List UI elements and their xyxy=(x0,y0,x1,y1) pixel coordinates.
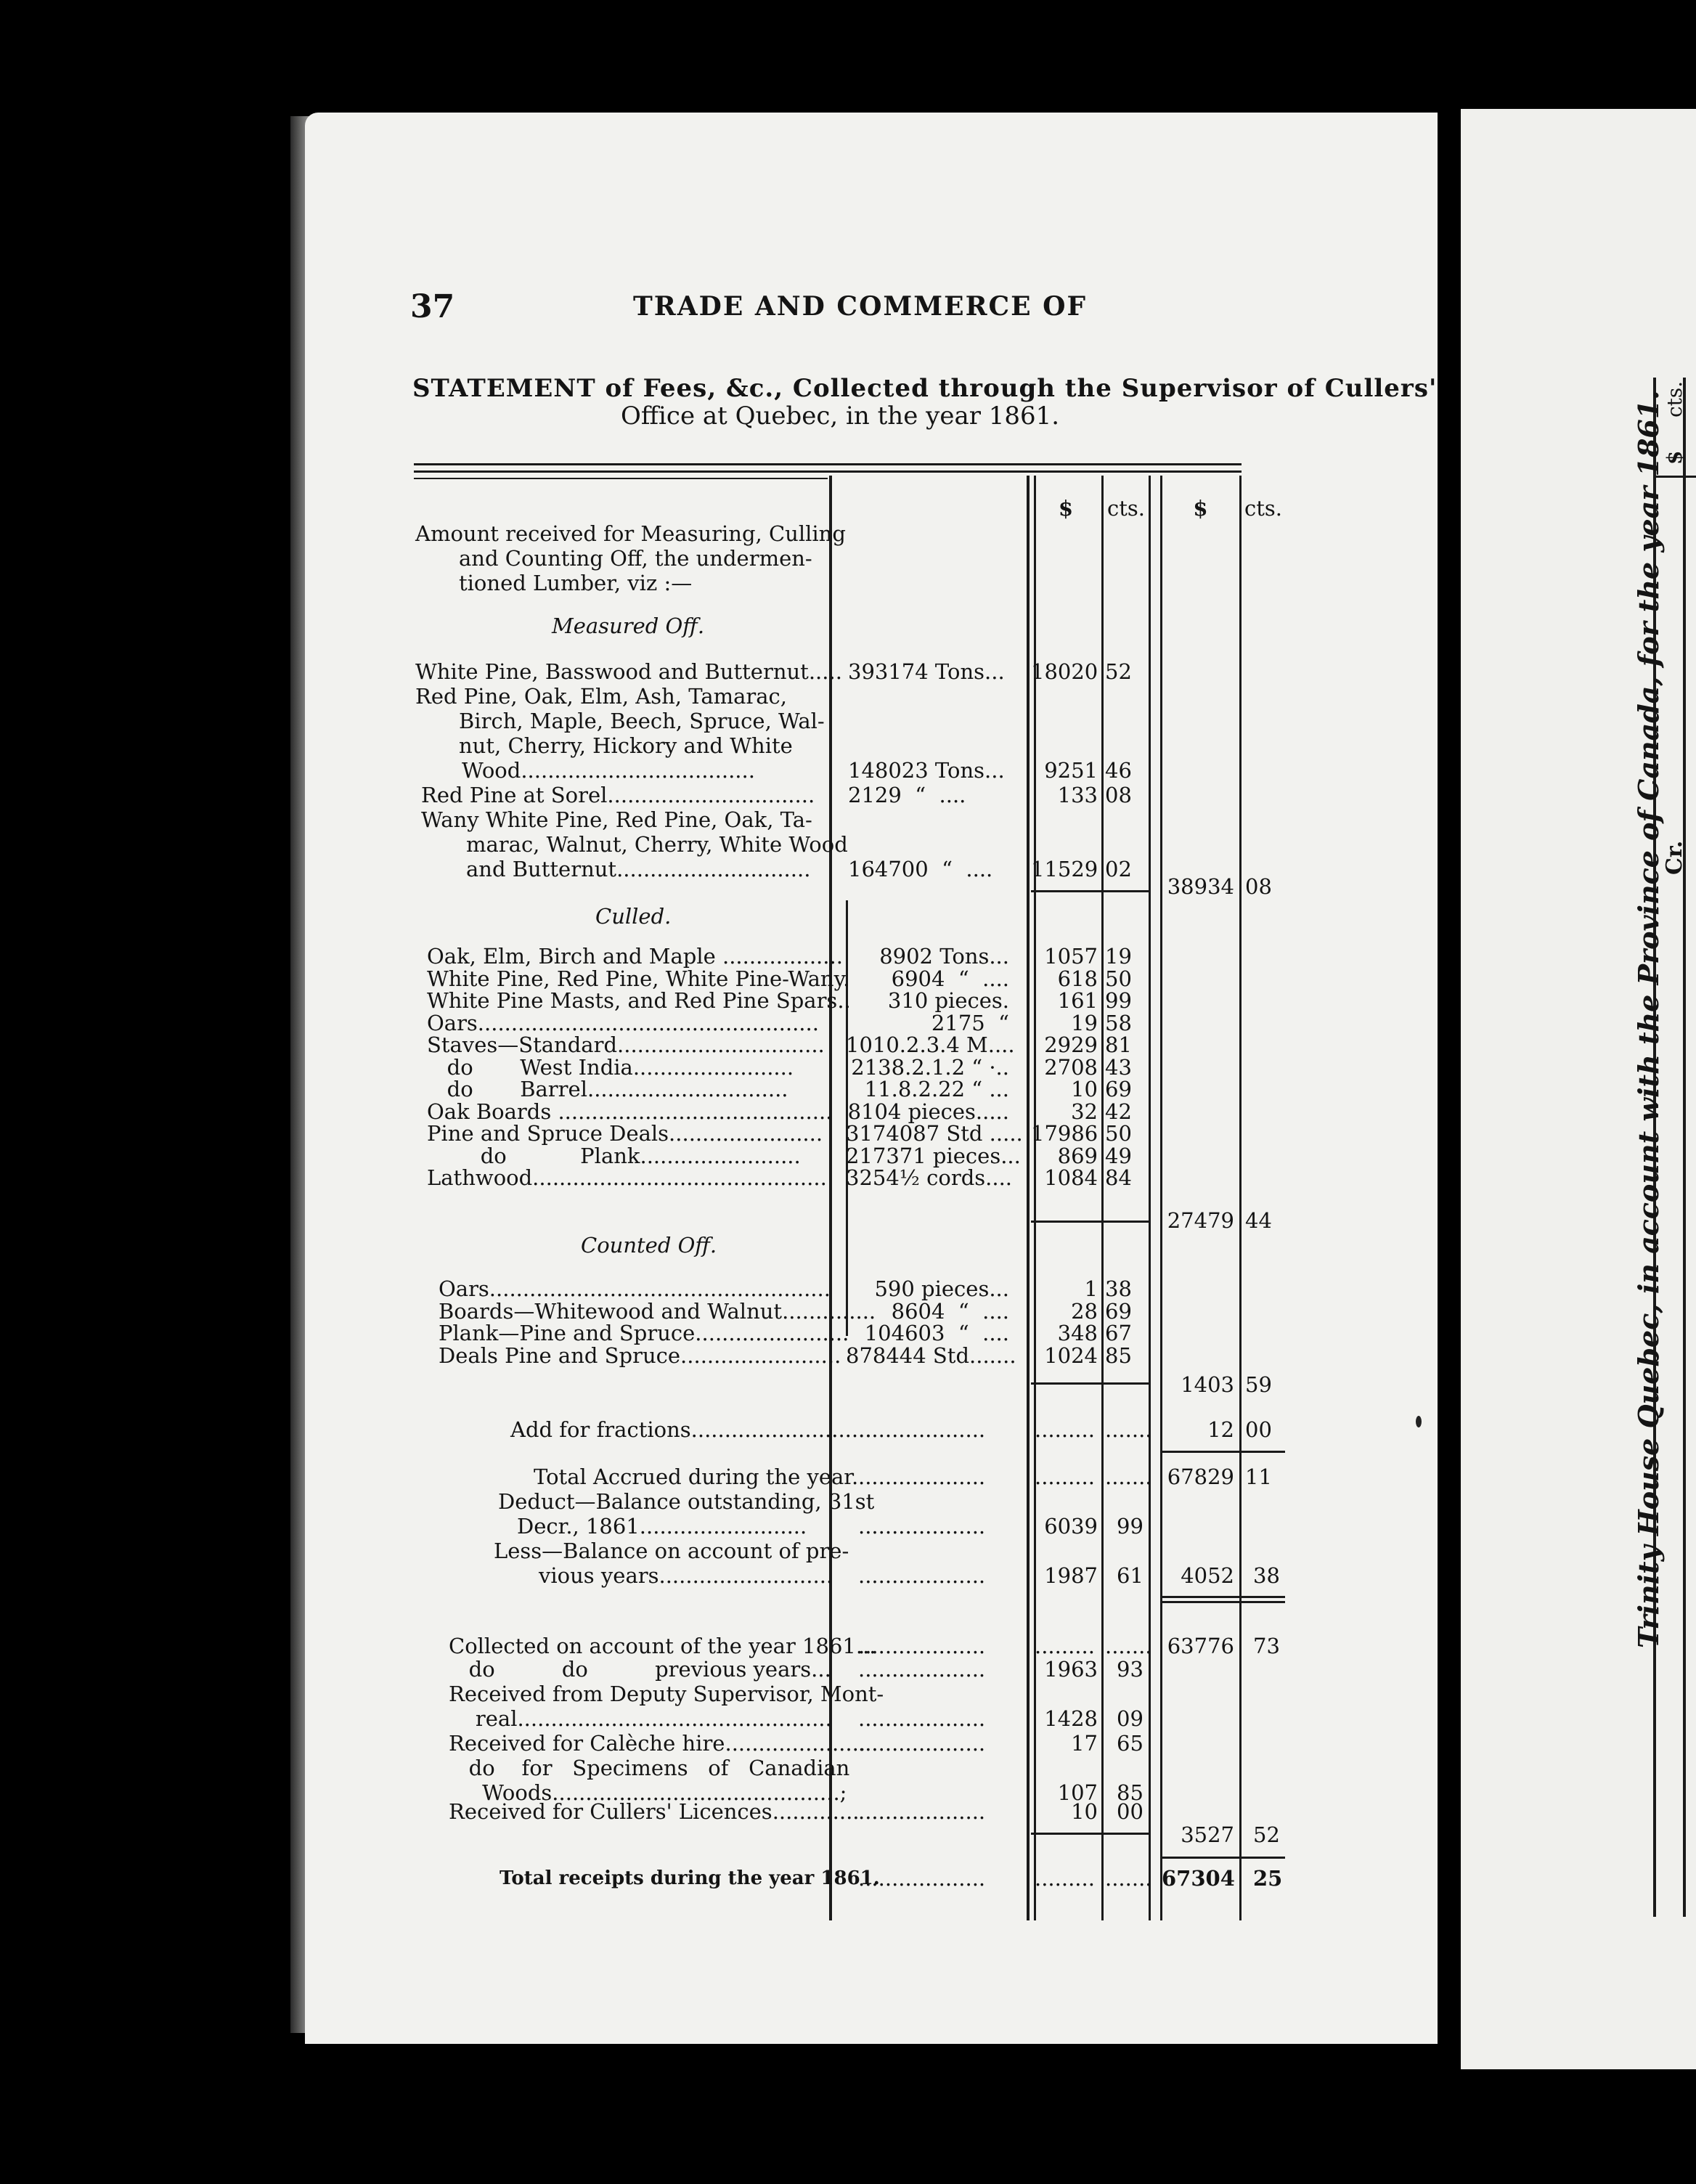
grand-total-qty: ................... xyxy=(858,1866,986,1891)
counted-row-quantity: 8604 “ .... xyxy=(891,1299,1009,1324)
top-rule-third xyxy=(414,478,828,479)
culled-row-cents: 50 xyxy=(1105,966,1132,991)
culled-row-dollars: 1057 xyxy=(1044,944,1098,969)
received-total-dollars: 3527 xyxy=(1181,1822,1234,1847)
measured-row-cents: 46 xyxy=(1105,758,1132,783)
collected-row-label: Received from Deputy Supervisor, Mont- xyxy=(449,1682,884,1706)
culled-row-cents: 42 xyxy=(1105,1099,1132,1124)
running-head: TRADE AND COMMERCE OF xyxy=(633,291,1088,322)
fractions-rule xyxy=(1162,1451,1285,1453)
rule-dollars-cents xyxy=(1101,476,1104,1920)
collected-row-dollars2: 63776 xyxy=(1167,1634,1234,1658)
culled-row-quantity: 3254½ cords.... xyxy=(846,1165,1013,1190)
culled-row-cents: 99 xyxy=(1105,988,1132,1013)
counted-row-dollars: 28 xyxy=(1071,1299,1098,1324)
fractions-qty: ................... xyxy=(858,1417,986,1442)
culled-row-cents: 84 xyxy=(1105,1165,1132,1190)
culled-row-quantity: 8902 Tons... xyxy=(879,944,1009,969)
rule-qty-dollars xyxy=(1027,476,1030,1920)
counted-total-dollars: 1403 xyxy=(1181,1372,1234,1397)
counted-row-quantity: 878444 Std....... xyxy=(846,1343,1016,1368)
deduct-line1: Deduct—Balance outstanding, 31st xyxy=(498,1489,875,1514)
culled-row-label: Oak Boards ......................................... xyxy=(427,1099,833,1124)
less-qty: ................... xyxy=(858,1563,986,1588)
collected-row-label: do do previous years... xyxy=(449,1657,831,1682)
total-accrued-cents: ....... xyxy=(1105,1464,1152,1489)
fractions-cents2: 00 xyxy=(1245,1417,1272,1442)
measured-row-label: Red Pine at Sorel............................... xyxy=(421,783,815,807)
culled-row-cents: 50 xyxy=(1105,1121,1132,1146)
fractions-dollars: ......... xyxy=(1035,1417,1095,1442)
statement-title-line2: Office at Quebec, in the year 1861. xyxy=(621,402,1060,431)
deduct-line2: Decr., 1861......................... xyxy=(517,1514,807,1539)
collected-row-cents: 00 xyxy=(1117,1799,1143,1824)
deduct-cents: 99 xyxy=(1117,1514,1143,1539)
collected-row-label: Woods...........................................; xyxy=(449,1780,847,1805)
received-subtotal-rule-cents xyxy=(1104,1833,1149,1835)
culled-row-quantity: 6904 “ .... xyxy=(891,966,1009,991)
culled-row-quantity: 310 pieces. xyxy=(887,988,1009,1013)
collected-row-label: Collected on account of the year 1861... xyxy=(449,1634,876,1658)
measured-subtotal-rule-cents xyxy=(1104,890,1149,892)
right-page-vertical-title: Trinity House Quebec, in account with the Province of Canada, for the year 1861. xyxy=(1632,390,1665,1648)
culled-row-dollars: 10 xyxy=(1071,1077,1098,1101)
measured-row-dollars: 18020 xyxy=(1031,659,1098,684)
culled-row-label: White Pine Masts, and Red Pine Spars.. xyxy=(427,988,851,1013)
measured-row-label: Birch, Maple, Beech, Spruce, Wal- xyxy=(459,709,825,733)
collected-row-label: do for Specimens of Canadian xyxy=(449,1756,850,1780)
culled-row-cents: 43 xyxy=(1105,1055,1132,1080)
culled-subtotal-rule-cents xyxy=(1104,1221,1149,1223)
grand-total-label: Total receipts during the year 1861. xyxy=(500,1867,880,1889)
intro-line2: and Counting Off, the undermen- xyxy=(459,546,812,571)
culled-row-cents: 19 xyxy=(1105,944,1132,969)
collected-row-label: Received for Cullers' Licences............. xyxy=(449,1799,860,1824)
culled-row-quantity: 2138.2.1.2 “ ·.. xyxy=(851,1055,1009,1080)
culled-row-label: Pine and Spruce Deals....................... xyxy=(427,1121,823,1146)
measured-total-cents: 08 xyxy=(1245,874,1272,899)
intro-line3: tioned Lumber, viz :— xyxy=(459,571,693,595)
counted-total-cents: 59 xyxy=(1245,1372,1272,1397)
collected-row-cents: 65 xyxy=(1117,1731,1143,1756)
rule-cents-dollars2-double xyxy=(1160,476,1162,1920)
total-accrued-label: Total Accrued during the year. xyxy=(534,1464,859,1489)
fractions-label: Add for fractions........................... xyxy=(510,1417,872,1442)
ink-speck xyxy=(1416,1416,1422,1427)
collected-row-cents2: 73 xyxy=(1253,1634,1280,1658)
culled-row-label: Lathwood............................................ xyxy=(427,1165,827,1190)
counted-row-label: Deals Pine and Spruce........................ xyxy=(439,1343,841,1368)
less-dollars2: 4052 xyxy=(1181,1563,1234,1588)
counted-row-label: Oars................................................... xyxy=(439,1276,831,1301)
header-cents: cts. xyxy=(1107,496,1145,521)
grand-total-dollars: ......... xyxy=(1035,1866,1095,1891)
counted-row-dollars: 1 xyxy=(1084,1276,1098,1301)
counted-row-dollars: 1024 xyxy=(1044,1343,1098,1368)
right-page-cr: Cr. xyxy=(1662,840,1687,875)
counted-subtotal-rule xyxy=(1031,1382,1101,1385)
collected-row-quantity: ................... xyxy=(858,1799,986,1824)
total-accrued-qty: ................... xyxy=(858,1464,986,1489)
collected-row-dollars: ......... xyxy=(1035,1634,1095,1658)
measured-row-quantity: 393174 Tons... xyxy=(848,659,1005,684)
culled-row-quantity: 8104 pieces..... xyxy=(847,1099,1009,1124)
measured-row-label: White Pine, Basswood and Butternut..... xyxy=(415,659,842,684)
culled-row-dollars: 17986 xyxy=(1031,1121,1098,1146)
right-page-cts: cts. xyxy=(1663,380,1687,417)
culled-row-dollars: 161 xyxy=(1057,988,1098,1013)
right-page-rule-2 xyxy=(1683,378,1686,1917)
culled-row-dollars: 19 xyxy=(1071,1011,1098,1035)
section-culled: Culled. xyxy=(595,904,672,929)
counted-row-label: Boards—Whitewood and Walnut.............. xyxy=(439,1299,876,1324)
measured-row-dollars: 11529 xyxy=(1031,857,1098,881)
section-counted-off: Counted Off. xyxy=(581,1233,717,1258)
collected-row-quantity: ................... xyxy=(858,1657,986,1682)
culled-row-label: do West India........................ xyxy=(427,1055,794,1080)
less-cents2: 38 xyxy=(1253,1563,1280,1588)
culled-row-quantity: 11.8.2.22 “ ... xyxy=(864,1077,1009,1101)
collected-row-dollars: 107 xyxy=(1057,1780,1098,1805)
collected-row-label: real............................................... xyxy=(449,1706,832,1731)
received-total-cents: 52 xyxy=(1253,1822,1280,1847)
collected-row-cents: ....... xyxy=(1105,1634,1152,1658)
total-accrued-dollars: ......... xyxy=(1035,1464,1095,1489)
culled-row-quantity: 2175 “ xyxy=(931,1011,1009,1035)
culled-row-quantity: 217371 pieces... xyxy=(846,1144,1021,1168)
grand-total-cents: ....... xyxy=(1105,1866,1152,1891)
collected-row-quantity: ................... xyxy=(858,1706,986,1731)
less-rule-double xyxy=(1162,1601,1285,1603)
measured-row-label: and Butternut............................. xyxy=(466,857,811,881)
measured-row-label: Wood................................... xyxy=(462,758,755,783)
collected-row-dollars: 10 xyxy=(1071,1799,1098,1824)
counted-subtotal-rule-cents xyxy=(1104,1382,1149,1385)
counted-row-dollars: 348 xyxy=(1057,1321,1098,1345)
collected-row-cents: 93 xyxy=(1117,1657,1143,1682)
culled-row-dollars: 32 xyxy=(1071,1099,1098,1124)
measured-row-quantity: 148023 Tons... xyxy=(848,758,1005,783)
fractions-cents: ....... xyxy=(1105,1417,1152,1442)
culled-row-dollars: 869 xyxy=(1057,1144,1098,1168)
less-cents: 61 xyxy=(1117,1563,1143,1588)
culled-row-label: do Plank........................ xyxy=(427,1144,801,1168)
total-accrued-cents2: 11 xyxy=(1245,1464,1272,1489)
culled-total-cents: 44 xyxy=(1245,1208,1272,1233)
counted-row-cents: 67 xyxy=(1105,1321,1132,1345)
grand-total-cents2: 25 xyxy=(1253,1866,1283,1891)
received-rule xyxy=(1162,1857,1285,1859)
top-rule xyxy=(414,463,1242,465)
culled-row-label: Staves—Standard............................... xyxy=(427,1032,825,1057)
less-line1: Less—Balance on account of pre- xyxy=(494,1539,849,1563)
less-rule xyxy=(1162,1596,1285,1598)
collected-row-quantity: ................... xyxy=(858,1634,986,1658)
measured-row-quantity: 2129 “ .... xyxy=(848,783,966,807)
measured-subtotal-rule xyxy=(1031,890,1101,892)
page-number: 37 xyxy=(410,288,455,325)
total-accrued-dollars2: 67829 xyxy=(1167,1464,1234,1489)
culled-row-dollars: 2929 xyxy=(1044,1032,1098,1057)
counted-row-quantity: 590 pieces... xyxy=(874,1276,1009,1301)
collected-row-dollars: 17 xyxy=(1071,1731,1098,1756)
culled-subtotal-rule xyxy=(1031,1221,1101,1223)
culled-row-label: White Pine, Red Pine, White Pine-Wany. xyxy=(427,966,850,991)
intro-line1: Amount received for Measuring, Culling xyxy=(415,521,846,546)
collected-row-quantity: ................... xyxy=(858,1731,986,1756)
collected-row-dollars: 1963 xyxy=(1044,1657,1098,1682)
culled-row-label: Oak, Elm, Birch and Maple .................. xyxy=(427,944,843,969)
less-dollars: 1987 xyxy=(1044,1563,1098,1588)
culled-row-cents: 69 xyxy=(1105,1077,1132,1101)
counted-row-cents: 85 xyxy=(1105,1343,1132,1368)
measured-row-cents: 02 xyxy=(1105,857,1132,881)
culled-row-label: do Barrel.............................. xyxy=(427,1077,788,1101)
measured-row-quantity: 164700 “ .... xyxy=(848,857,993,881)
measured-row-cents: 52 xyxy=(1105,659,1132,684)
collected-row-label: Received for Calèche hire..................... xyxy=(449,1731,866,1756)
culled-row-label: Oars................................................... xyxy=(427,1011,819,1035)
measured-row-dollars: 133 xyxy=(1057,783,1098,807)
measured-row-label: marac, Walnut, Cherry, White Wood xyxy=(466,832,848,857)
less-line2: vious years.......................... xyxy=(539,1563,833,1588)
culled-row-cents: 58 xyxy=(1105,1011,1132,1035)
measured-row-label: nut, Cherry, Hickory and White xyxy=(459,733,793,758)
culled-row-dollars: 2708 xyxy=(1044,1055,1098,1080)
counted-row-label: Plank—Pine and Spruce....................... xyxy=(439,1321,849,1345)
culled-row-cents: 81 xyxy=(1105,1032,1132,1057)
collected-row-cents: 09 xyxy=(1117,1706,1143,1731)
measured-total-dollars: 38934 xyxy=(1167,874,1234,899)
header-cents2: cts. xyxy=(1244,496,1282,521)
culled-row-cents: 49 xyxy=(1105,1144,1132,1168)
culled-row-quantity: 1010.2.3.4 M.... xyxy=(846,1032,1015,1057)
statement-title-line1: STATEMENT of Fees, &c., Collected through the Supervisor of Cullers' xyxy=(412,374,1438,403)
fractions-dollars2: 12 xyxy=(1207,1417,1234,1442)
measured-row-label: Wany White Pine, Red Pine, Oak, Ta- xyxy=(421,807,812,832)
counted-row-cents: 69 xyxy=(1105,1299,1132,1324)
deduct-dollars: 6039 xyxy=(1044,1514,1098,1539)
culled-row-dollars: 618 xyxy=(1057,966,1098,991)
counted-row-quantity: 104603 “ .... xyxy=(864,1321,1009,1345)
measured-row-label: Red Pine, Oak, Elm, Ash, Tamarac, xyxy=(415,684,788,709)
culled-row-dollars: 1084 xyxy=(1044,1165,1098,1190)
top-rule-second xyxy=(414,470,1242,473)
grand-total-dollars2: 67304 xyxy=(1162,1866,1235,1891)
measured-row-cents: 08 xyxy=(1105,783,1132,807)
section-measured-off: Measured Off. xyxy=(552,614,705,638)
counted-row-cents: 38 xyxy=(1105,1276,1132,1301)
rule-dollars2-cents2 xyxy=(1239,476,1242,1920)
header-dollars2: $ xyxy=(1193,496,1208,521)
culled-total-dollars: 27479 xyxy=(1167,1208,1234,1233)
measured-row-dollars: 9251 xyxy=(1044,758,1098,783)
culled-row-quantity: 3174087 Std ..... xyxy=(846,1121,1023,1146)
collected-row-cents: 85 xyxy=(1117,1780,1143,1805)
rule-cents-dollars2 xyxy=(1149,476,1151,1920)
collected-row-dollars: 1428 xyxy=(1044,1706,1098,1731)
header-dollars: $ xyxy=(1058,496,1074,521)
rule-qty-dollars-double xyxy=(1034,476,1036,1920)
right-page-dollar: $ xyxy=(1663,450,1687,465)
received-subtotal-rule xyxy=(1031,1833,1101,1835)
deduct-qty: ................... xyxy=(858,1514,986,1539)
